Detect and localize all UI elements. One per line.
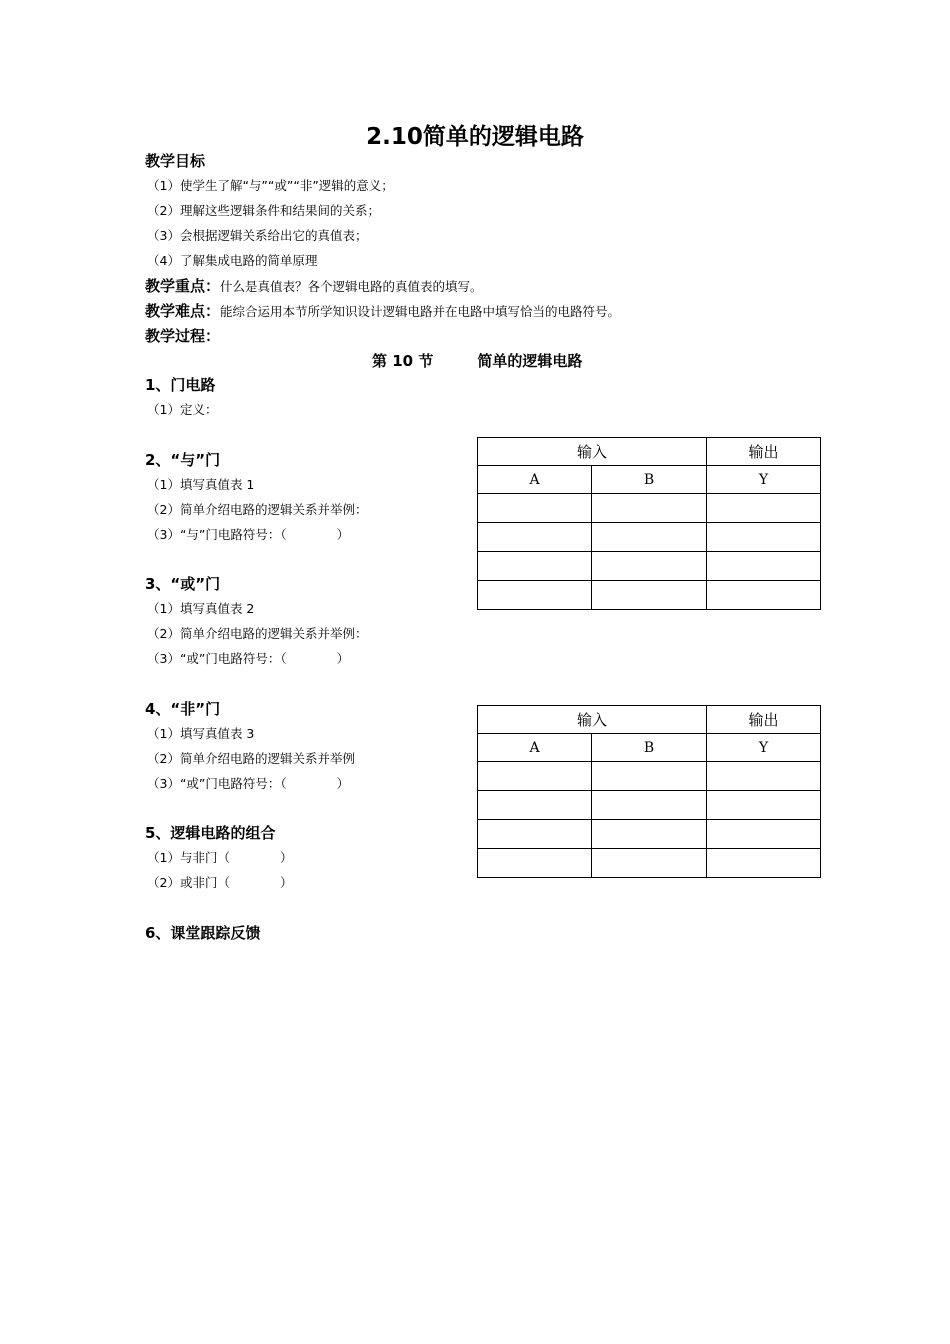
section-item: （2）简单介绍电路的逻辑关系并举例： xyxy=(147,502,368,517)
table-cell[interactable] xyxy=(707,494,821,523)
section-heading: 4、“非”门 xyxy=(145,700,221,718)
objective-item: （3）会根据逻辑关系给出它的真值表； xyxy=(147,228,368,243)
section-item: （1）填写真值表 1 xyxy=(147,477,255,492)
table-cell[interactable] xyxy=(707,523,821,552)
table-row xyxy=(478,494,821,523)
table-cell[interactable] xyxy=(478,791,592,820)
table-cell[interactable] xyxy=(592,762,707,791)
truth-table xyxy=(477,437,821,610)
table-row xyxy=(478,523,821,552)
section-subtitle xyxy=(372,351,582,371)
table-row xyxy=(478,791,821,820)
table-row xyxy=(478,552,821,581)
table-cell[interactable] xyxy=(478,762,592,791)
page-title: 2.10简单的逻辑电路 xyxy=(366,124,584,150)
output-header: 输出 xyxy=(707,438,821,466)
section-heading: 2、“与”门 xyxy=(145,451,221,469)
objectives-heading: 教学目标 xyxy=(145,152,206,170)
objective-item: （1）使学生了解“与”“或”“非”逻辑的意义； xyxy=(147,178,394,193)
section-name: 简单的逻辑电路 xyxy=(477,352,583,370)
column-a-header: A xyxy=(478,734,592,762)
column-b-header: B xyxy=(592,734,707,762)
key-point xyxy=(145,276,483,297)
table-cell[interactable] xyxy=(592,581,707,610)
column-y-header: Y xyxy=(707,466,821,494)
column-y-header: Y xyxy=(707,734,821,762)
section-item: （1）与非门（ ） xyxy=(147,850,293,865)
table-cell[interactable] xyxy=(478,849,592,878)
section-heading: 3、“或”门 xyxy=(145,575,221,593)
table-cell[interactable] xyxy=(707,791,821,820)
section-item: （1）填写真值表 2 xyxy=(147,601,255,616)
section-item: （1）填写真值表 3 xyxy=(147,726,255,741)
table-cell[interactable] xyxy=(707,552,821,581)
table-cell[interactable] xyxy=(707,849,821,878)
output-header: 输出 xyxy=(707,706,821,734)
column-a-header: A xyxy=(478,466,592,494)
section-heading: 1、门电路 xyxy=(145,376,216,394)
section-item: （2）简单介绍电路的逻辑关系并举例 xyxy=(147,751,355,766)
input-header: 输入 xyxy=(478,706,707,734)
table-row xyxy=(478,581,821,610)
table-cell[interactable] xyxy=(592,552,707,581)
section-item: （3）“或”门电路符号：（ ） xyxy=(147,776,350,791)
process-heading: 教学过程： xyxy=(145,327,221,345)
section-item: （2）简单介绍电路的逻辑关系并举例： xyxy=(147,626,368,641)
section-item: （2）或非门（ ） xyxy=(147,875,293,890)
table-cell[interactable] xyxy=(478,494,592,523)
table-cell[interactable] xyxy=(478,552,592,581)
input-header: 输入 xyxy=(478,438,707,466)
truth-table xyxy=(477,705,821,878)
table-cell[interactable] xyxy=(592,494,707,523)
table-row xyxy=(478,820,821,849)
table-cell[interactable] xyxy=(592,820,707,849)
difficulty-text: 能综合运用本节所学知识设计逻辑电路并在电路中填写恰当的电路符号。 xyxy=(220,304,621,319)
table-cell[interactable] xyxy=(478,581,592,610)
difficulty-label: 教学难点： xyxy=(145,302,221,320)
table-cell[interactable] xyxy=(592,849,707,878)
table-cell[interactable] xyxy=(478,820,592,849)
table-cell[interactable] xyxy=(707,762,821,791)
objective-item: （2）理解这些逻辑条件和结果间的关系； xyxy=(147,203,380,218)
key-point-text: 什么是真值表？各个逻辑电路的真值表的填写。 xyxy=(220,279,483,294)
section-item: （1）定义： xyxy=(147,402,218,417)
objective-item: （4）了解集成电路的简单原理 xyxy=(147,253,318,268)
table-cell[interactable] xyxy=(592,523,707,552)
table-row xyxy=(478,762,821,791)
column-b-header: B xyxy=(592,466,707,494)
section-heading: 6、课堂跟踪反馈 xyxy=(145,924,261,942)
table-cell[interactable] xyxy=(592,791,707,820)
section-number: 第 10 节 xyxy=(372,352,434,370)
table-cell[interactable] xyxy=(707,581,821,610)
section-item: （3）“与”门电路符号：（ ） xyxy=(147,527,350,542)
key-point-label: 教学重点： xyxy=(145,277,221,295)
table-cell[interactable] xyxy=(478,523,592,552)
table-cell[interactable] xyxy=(707,820,821,849)
section-item: （3）“或”门电路符号：（ ） xyxy=(147,651,350,666)
section-heading: 5、逻辑电路的组合 xyxy=(145,824,276,842)
table-row xyxy=(478,849,821,878)
difficulty xyxy=(145,301,620,322)
